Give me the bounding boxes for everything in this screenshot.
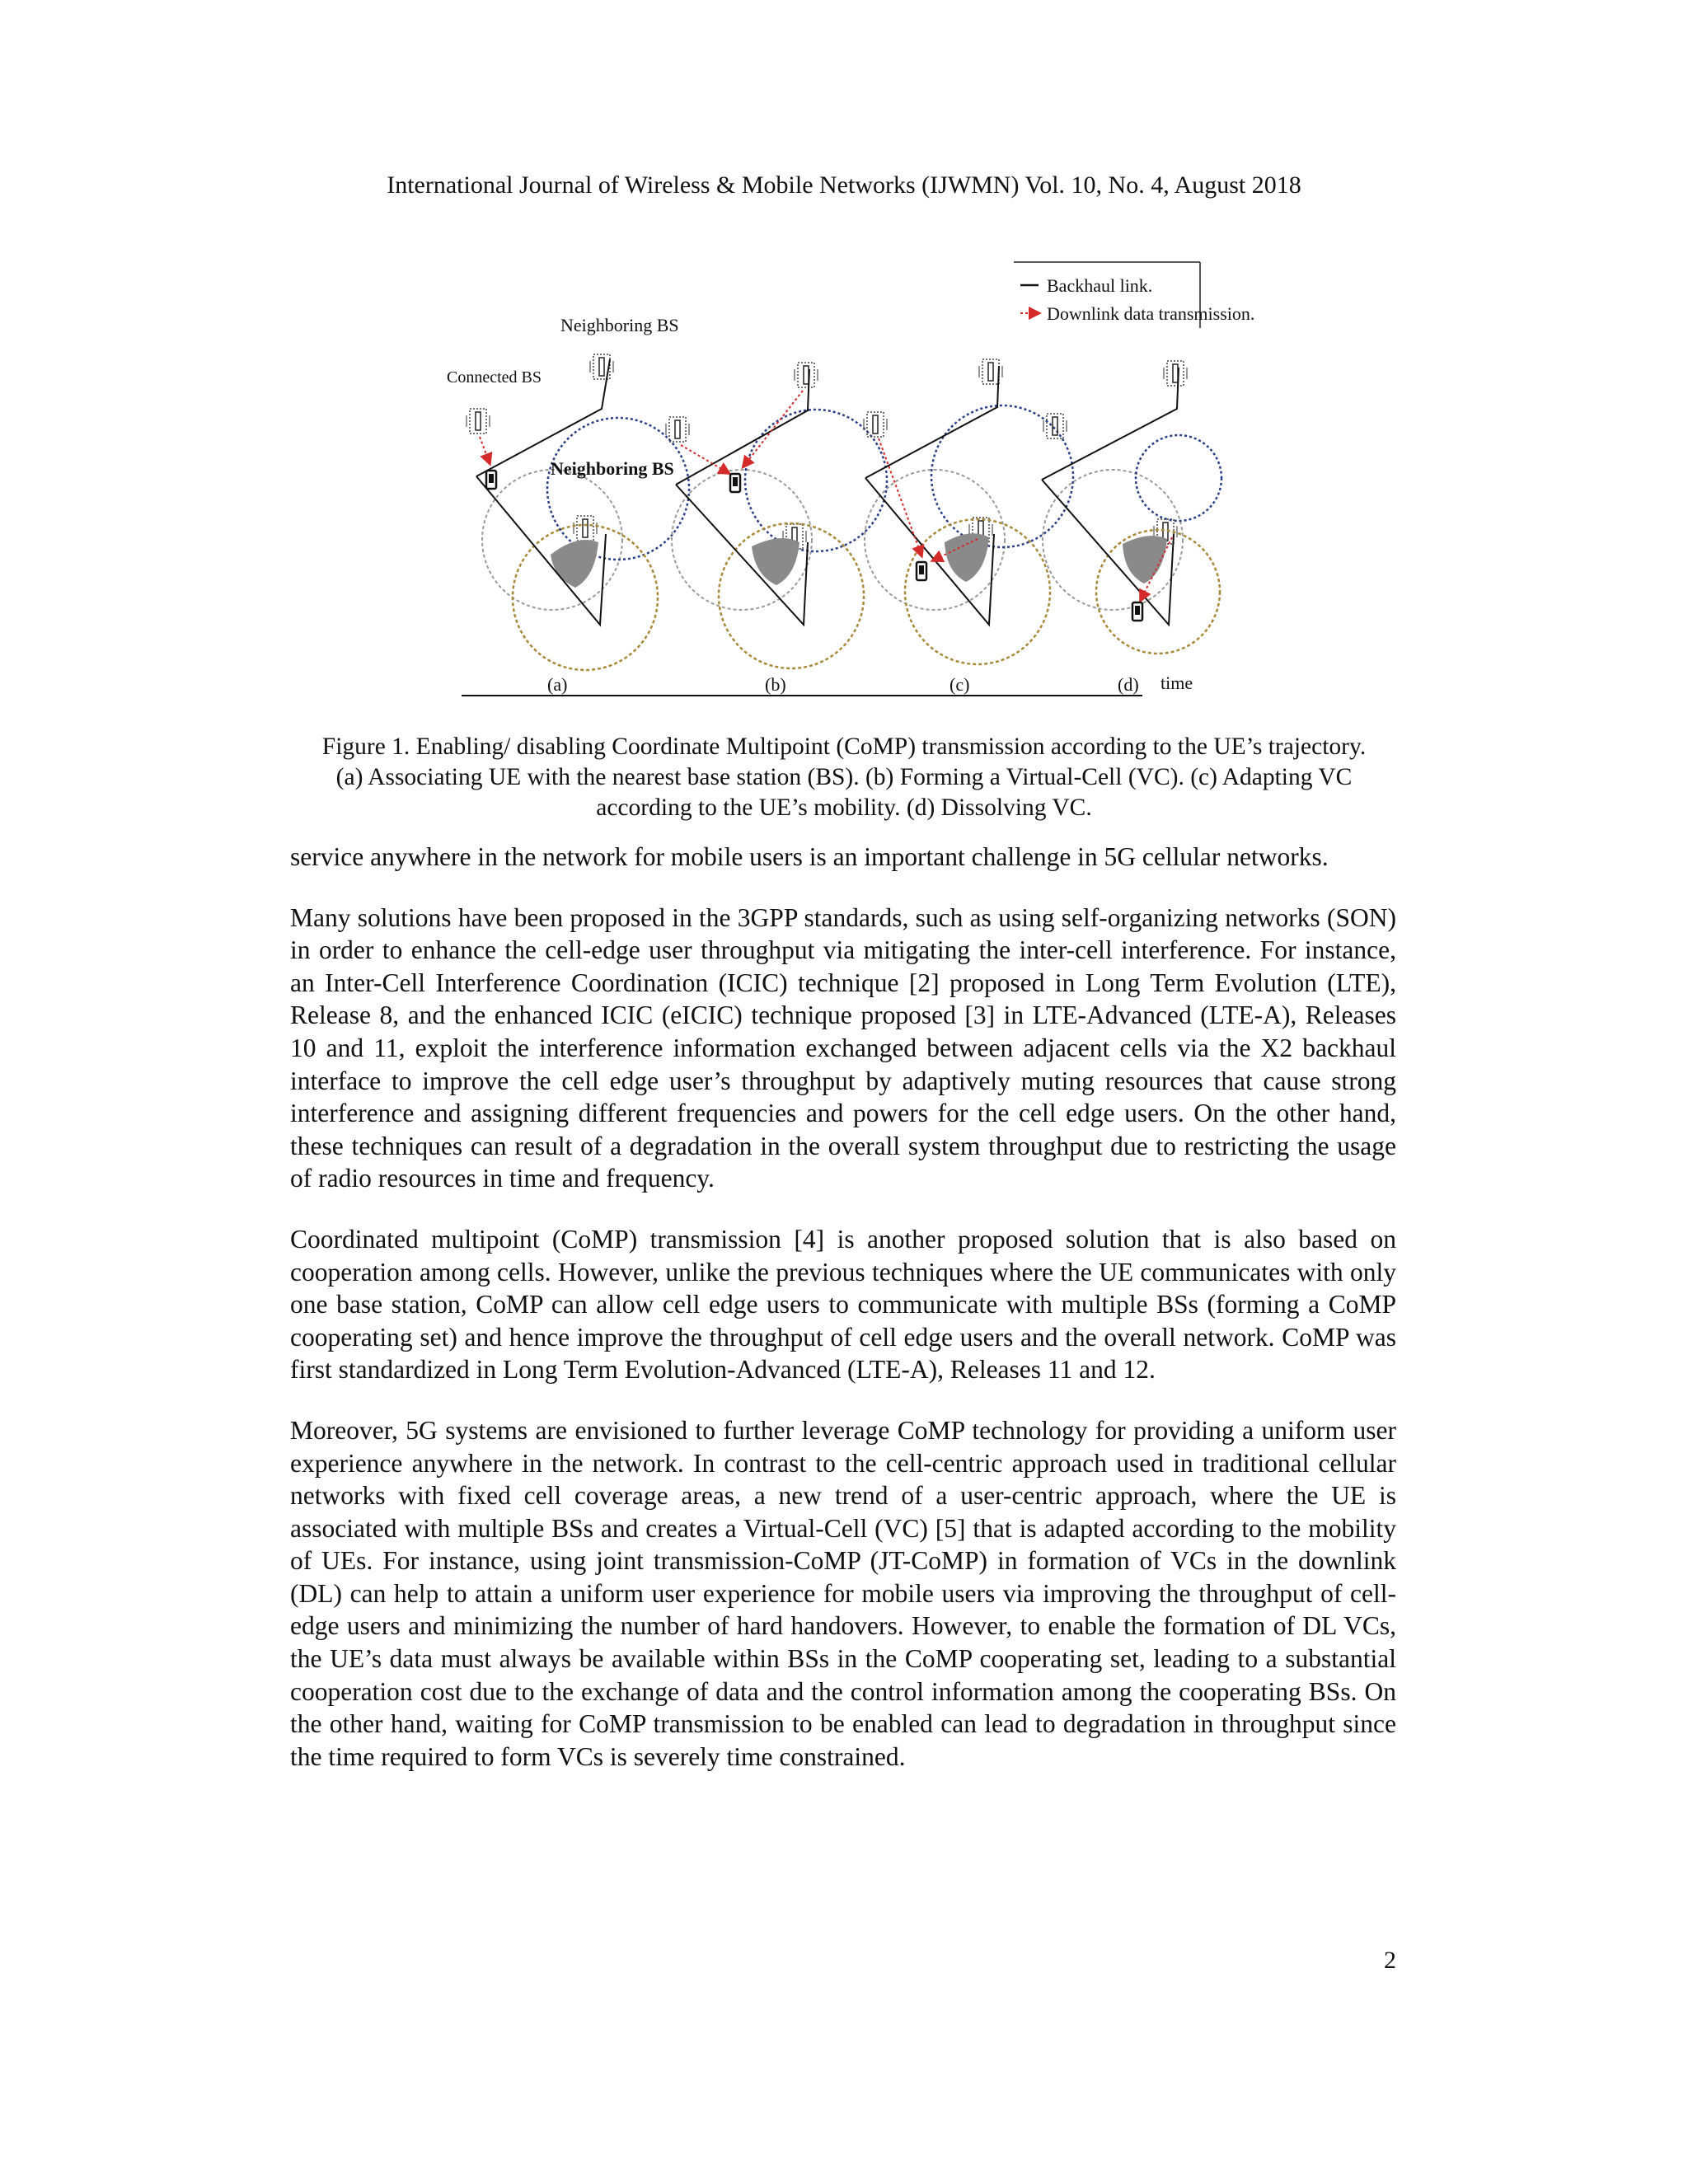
panel-label-b: (b)	[765, 674, 786, 695]
paragraph: Coordinated multipoint (CoMP) transmission [4] is another proposed solution that is also based on cooperation among cells. However, unlike the previous techniques where the UE communicates with only one base station, CoMP can allow cell edge users to communicate with multiple BSs (forming a CoMP cooperating set) and hence improve the throughput of cell edge users and the overall network. CoMP was first standardized in Long Term Evolution-Advanced (LTE-A), Releases 11 and 12.	[290, 1224, 1396, 1385]
paragraph: service anywhere in the network for mobile users is an important challenge in 5G cellular networks.	[290, 842, 1329, 871]
ue-phone-icon	[1132, 602, 1142, 621]
comp-diagram-svg	[447, 262, 1255, 707]
cell-coverage-blue	[547, 418, 689, 560]
caption-line: (a) Associating UE with the nearest base station (BS). (b) Forming a Virtual-Cell (VC). (c) Adapting VC	[335, 764, 1353, 790]
bs-icon	[795, 363, 818, 387]
panel-b	[666, 363, 887, 695]
panel-c	[864, 359, 1073, 695]
cell-coverage-blue	[745, 410, 887, 551]
paragraph: Moreover, 5G systems are envisioned to further leverage CoMP technology for providing a uniform user experience anywhere in the network. In contrast to the cell-centric approach used in traditional cellular networks with fixed cell coverage areas, a new trend of a user-centric approach, where the UE is associated with multiple BSs and creates a Virtual-Cell (VC) [5] that is adapted according to the mobility of UEs. For instance, using joint transmission-CoMP (JT-CoMP) in formation of VCs in the downlink (DL) can help to attain a uniform user experience for mobile users via improving the throughput of cell-edge users and minimizing the number of hard handovers. However, to enable the formation of DL VCs, the UE’s data must always be available within BSs in the CoMP cooperating set, leading to a substantial cooperation cost due to the exchange of data and the control information among the cooperating BSs. On the other hand, waiting for CoMP transmission to be enabled can lead to degradation in throughput since the time required to form VCs is severely time constrained.	[290, 1415, 1396, 1771]
legend	[1014, 262, 1254, 328]
neighboring-bs-label-top: Neighboring BS	[560, 315, 679, 335]
bs-icon	[666, 417, 689, 442]
panel-d	[1042, 361, 1221, 695]
backhaul-link	[676, 369, 809, 485]
panel-label-c: (c)	[950, 674, 970, 695]
overlap-region	[551, 540, 598, 588]
panel-a	[467, 354, 689, 695]
overlap-region	[945, 533, 989, 582]
neighboring-bs-label-mid: Neighboring BS	[551, 458, 674, 479]
panel-label-d: (d)	[1118, 674, 1139, 695]
caption-line: according to the UE’s mobility. (d) Dissolving VC.	[596, 794, 1092, 821]
cell-coverage-grey	[482, 470, 622, 610]
running-header: International Journal of Wireless & Mobile Networks (IJWMN) Vol. 10, No. 4, August 2018	[387, 171, 1301, 199]
backhaul-link	[1042, 368, 1179, 480]
figure-comp-diagram	[447, 262, 1255, 707]
figure-caption	[280, 732, 1408, 823]
overlap-region	[752, 538, 799, 585]
downlink-arrow	[480, 437, 490, 463]
ue-phone-icon	[917, 562, 926, 580]
cell-coverage-blue	[1136, 435, 1221, 521]
bs-icon	[1043, 414, 1067, 438]
time-axis-label: time	[1160, 673, 1193, 693]
bs-icon	[574, 516, 597, 541]
backhaul-legend-label: Backhaul link.	[1047, 275, 1153, 296]
panel-label-a: (a)	[547, 674, 568, 695]
page-number: 2	[1384, 1947, 1396, 1974]
bs-icon	[590, 354, 613, 379]
cell-coverage-blue	[931, 405, 1073, 547]
connected-bs-label: Connected BS	[447, 368, 542, 387]
ue-phone-icon	[486, 471, 496, 489]
ue-phone-icon	[730, 474, 740, 492]
bs-icon	[467, 409, 490, 434]
bs-icon	[1164, 361, 1187, 386]
paragraph: Many solutions have been proposed in the 3GPP standards, such as using self-organizing networks (SON) in order to enhance the cell-edge user throughput via mitigating the inter-cell interference. For instance, an Inter-Cell Interference Coordination (ICIC) technique [2] proposed in Long Term Evolution (LTE), Release 8, and the enhanced ICIC (eICIC) technique proposed [3] in LTE-Advanced (LTE-A), Releases 10 and 11, exploit the interference information exchanged between adjacent cells via the X2 backhaul interface to improve the cell edge user’s throughput by adaptively muting resources that cause strong interference and assigning different frequencies and powers for the cell edge users. On the other hand, these techniques can result of a degradation in the overall system throughput due to restricting the usage of radio resources in time and frequency.	[290, 902, 1396, 1193]
downlink-legend-label: Downlink data transmission.	[1047, 303, 1255, 324]
caption-line: Figure 1. Enabling/ disabling Coordinate Multipoint (CoMP) transmission according to the UE’s trajectory.	[321, 733, 1367, 760]
bs-icon	[864, 412, 887, 437]
downlink-arrow	[743, 391, 803, 466]
body-text	[290, 841, 1396, 1801]
